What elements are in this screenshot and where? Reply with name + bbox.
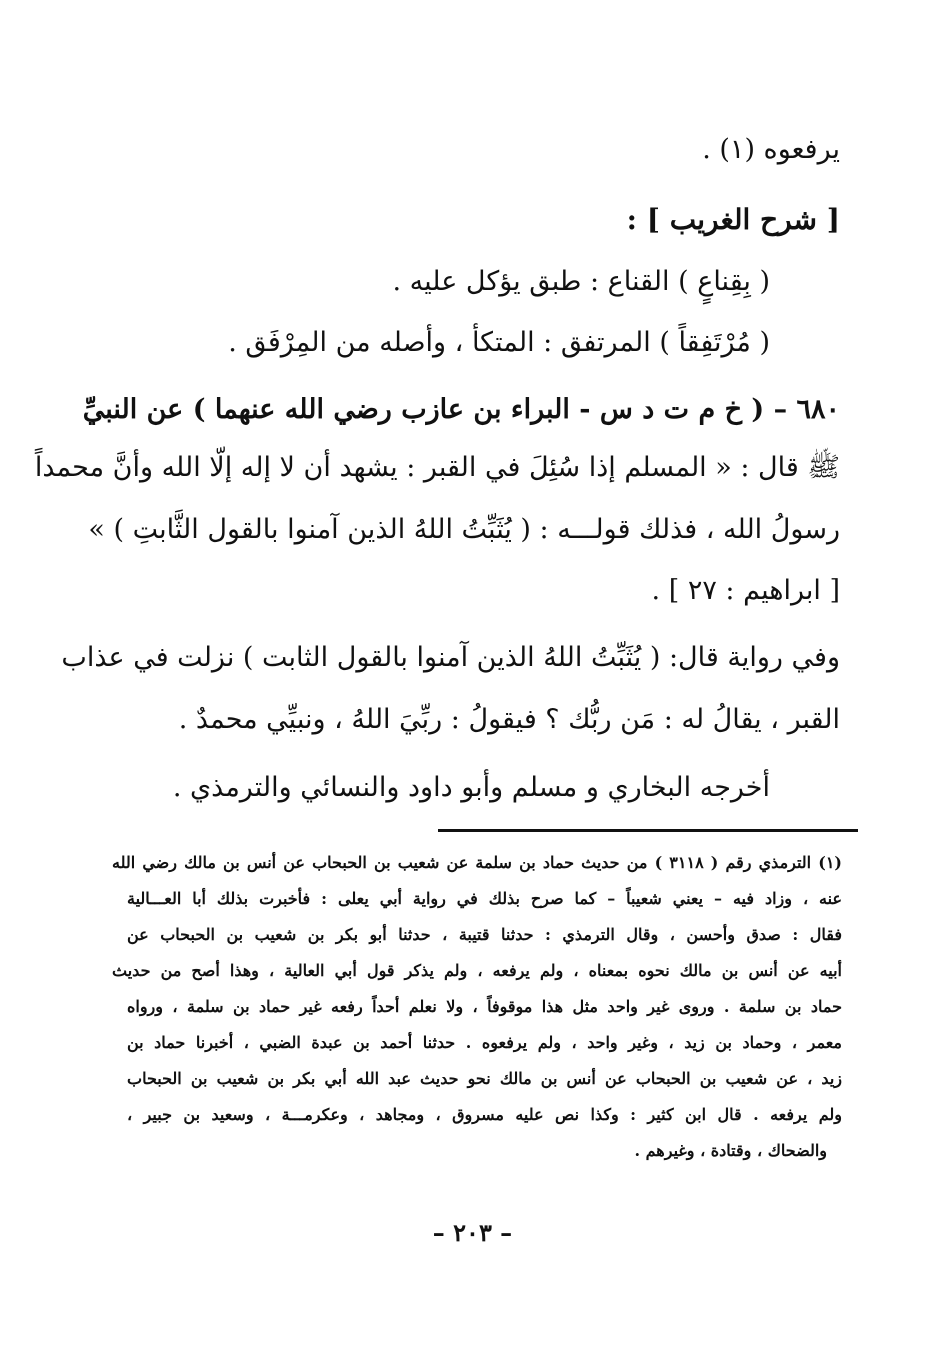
hadith-line: ٦٨٠ – ( خ م ت د س - البراء بن عازب رضي الله عنهما ) عن النبيِّ: [82, 394, 840, 425]
footnote-line: أبيه عن أنس بن مالك نحوه بمعناه ، ولم يرفعه ، ولم يذكر قول أبي العالية ، وهذا أصح من حديث: [112, 961, 842, 980]
takhrij-line: أخرجه البخاري و مسلم وأبو داود والنسائي والترمذي .: [172, 772, 770, 803]
riwaya-line: وفي رواية قال: ( يُثَبِّتُ اللهُ الذين آمنوا بالقول الثابت ) نزلت في عذاب: [61, 642, 840, 673]
footnote-line: عنه ، وزاد فيه – يعني شعيباً – كما صرح بذلك في رواية أبي يعلى : فأخبرت بذلك أبا العـــالية: [127, 889, 842, 908]
gloss-heading: [ شرح الغريب ] :: [626, 203, 840, 236]
page-number: – ٢٠٣ –: [432, 1218, 513, 1247]
footnote-line: معمر ، وحماد بن زيد ، وغير واحد ، ولم يرفعوه . حدثنا أحمد بن عبدة الضبي ، أخبرنا حماد بن: [127, 1033, 842, 1052]
footnote-line: زيد ، عن شعيب بن الحبحاب عن أنس بن مالك نحو حديث عبد الله أبي بكر بن شعيب بن الحبحاب: [127, 1069, 842, 1088]
footnote-line: (١) الترمذي رقم ( ٣١١٨ ) من حديث حماد بن سلمة عن شعيب بن الحبحاب عن أنس بن مالك رضي الله: [112, 853, 842, 872]
footnote-line: والضحاك ، وقتادة ، وغيرهم .: [634, 1141, 827, 1160]
hadith-line: ﷺ قال : « المسلم إذا سُئِلَ في القبر : يشهد أن لا إله إلّا الله وأنَّ محمداً: [34, 452, 840, 483]
footnote-line: فقال : صدق وأحسن ، وقال الترمذي : حدثنا قتيبة ، حدثنا أبو بكر بن شعيب بن الحبحاب عن: [127, 925, 842, 944]
gloss-entry: ( مُرْتَفِقاً ) المرتفق : المتكأ ، وأصله من المِرْفَق .: [228, 327, 770, 358]
intro-line: يرفعوه‬ (١) .: [702, 134, 840, 165]
hadith-line: رسولُ الله ، فذلك قولـــه : ( يُثَبِّتُ اللهُ الذين آمنوا بالقول الثَّابتِ ) »: [88, 514, 840, 545]
footnote-line: ولم يرفعه . قال ابن كثير : وكذا نص عليه مسروق ، ومجاهد ، وعكرمـــة ، وسعيد بن جبير ،: [127, 1105, 842, 1124]
footnote-divider: [438, 829, 858, 832]
gloss-entry: ( بِقِناعٍ ) القناع : طبق يؤكل عليه .: [392, 266, 770, 297]
riwaya-line: القبر ، يقالُ له : مَن ربُّك ؟ فيقولُ : ربِّيَ اللهُ ، ونبيِّي محمدٌ .: [178, 704, 840, 735]
hadith-line: [ ابراهيم : ٢٧ ] .: [651, 575, 840, 606]
footnote-line: حماد بن سلمة . وروى غير واحد مثل هذا موقوفاً ، ولا نعلم أحداً رفعه غير حماد بن سلمة ، ورواه: [127, 997, 842, 1016]
